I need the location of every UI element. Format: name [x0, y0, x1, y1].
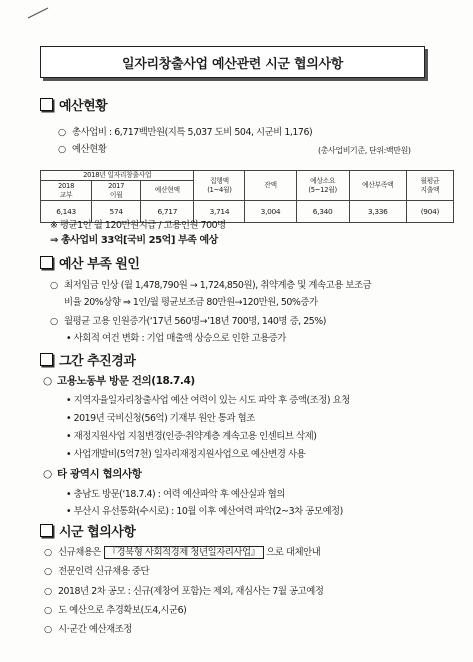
- consultation-text: 2018년 2차 공모 : 신규(제창여 포함)는 제외, 재심사는 7월 공고예정: [58, 586, 324, 597]
- header-monthly-sub: 지출액: [420, 185, 440, 194]
- checkbox-square-icon: [40, 524, 53, 537]
- budget-total-line: [58, 124, 312, 138]
- header-balance-cell: 잔액: [245, 171, 296, 201]
- header-expected-sub: (5~12월): [308, 185, 337, 194]
- progress-item: • 지역자율일자리창출사업 예산 여력이 있는 시도 파악 후 증액(조정) 요청: [66, 395, 350, 406]
- circle-bullet-icon: ○: [43, 375, 52, 387]
- circle-bullet-icon: ○: [50, 280, 58, 291]
- pen-scratch-mark: [26, 6, 50, 20]
- cause-item-3: • 사회적 여건 변화 : 기업 매출액 상승으로 인한 고용증가: [66, 333, 286, 344]
- checkbox-square-icon: [40, 256, 53, 269]
- header-shortfall-cell: 예산부족액: [349, 171, 406, 201]
- cause-text: 월평균 고용 인원증가(‘17년 560명→’18년 700명, 140명 증, 25%): [64, 316, 326, 327]
- progress-item: • 충남도 방문(‘18.7.4) : 여력 예산파악 후 예산실과 협의: [66, 489, 286, 500]
- consultation-text: 전문인력 신규채용 중단: [58, 566, 150, 577]
- consultation-item: [44, 621, 132, 635]
- progress-item: • 2019년 국비신청(56억) 기재부 원안 통과 협조: [66, 413, 255, 424]
- section-heading-progress: [40, 350, 135, 369]
- section-heading-text: 예산 부족 원인: [59, 257, 140, 272]
- header-budget-cell: 예산현액: [141, 181, 194, 201]
- document-title-text: 일자리창출사업 예산관련 시군 협의사항: [121, 56, 344, 72]
- unit-note: (총사업비기준, 단위:백만원): [318, 146, 411, 155]
- circle-bullet-icon: ○: [44, 566, 52, 577]
- section-heading-consultation: [40, 521, 135, 540]
- header-2018-cell: [41, 181, 92, 201]
- group-header-cell: 2018년 일자리창출사업: [41, 171, 194, 181]
- header-2018: 2018: [58, 181, 75, 190]
- progress-item: • 사업개발비(5억7천) 일자리재정지원사업으로 예산변경 사용: [66, 449, 306, 460]
- consultation-text: 시·군간 예산재조정: [58, 624, 132, 635]
- circle-bullet-icon: ○: [58, 127, 66, 138]
- consultation-text-post: 으로 대체안내: [263, 547, 321, 558]
- header-exec-cell: [194, 171, 245, 201]
- header-2017-cell: [92, 181, 141, 201]
- sub-heading-text: 타 광역시 협의사항: [57, 468, 142, 480]
- header-2017: 2017: [108, 181, 125, 190]
- budget-total-text: 총사업비 : 6,717백만원(지특 5,037 도비 504, 시군비 1,176): [72, 127, 313, 138]
- value-balance: 3,004: [245, 201, 296, 223]
- budget-status-text: 예산현황: [72, 144, 107, 155]
- consultation-item: [44, 563, 149, 577]
- section-heading-cause: [40, 253, 139, 272]
- progress-sub-heading-1: [43, 373, 195, 388]
- budget-status-line: [58, 141, 106, 155]
- value-budget: 6,717: [141, 201, 194, 223]
- section-heading-budget: [40, 95, 107, 114]
- cause-item-2: [50, 313, 326, 327]
- circle-bullet-icon: ○: [43, 468, 52, 480]
- value-2018: 6,143: [41, 201, 92, 223]
- header-expected-cell: [296, 171, 349, 201]
- header-monthly-cell: [406, 171, 453, 201]
- header-monthly: 월평균: [420, 176, 440, 185]
- progress-item: • 재정지원사업 지침변경(인증·취약계층 계속고용 인센티브 삭제): [66, 431, 317, 442]
- section-heading-text: 시군 협의사항: [59, 525, 136, 540]
- shortfall-estimate: ⇒ 총사업비 33억[국비 25억] 부족 예상: [50, 235, 218, 246]
- circle-bullet-icon: ○: [44, 586, 52, 597]
- program-name-box: 『경북형 사회적경제 청년일자리사업』: [104, 546, 264, 559]
- table-header-row: [41, 171, 454, 181]
- consultation-item-1: [44, 544, 320, 558]
- value-2017: 574: [92, 201, 141, 223]
- consultation-text: 도 예산으로 추경확보(도4,시군6): [58, 605, 187, 616]
- consultation-text-pre: 신규채용은: [58, 547, 104, 558]
- header-exec-sub: (1~4월): [207, 185, 232, 194]
- consultation-item: [44, 602, 186, 616]
- progress-sub-heading-2: [43, 466, 141, 481]
- header-2017-sub: 이월: [109, 190, 123, 199]
- header-exec: 집행액: [209, 176, 229, 185]
- average-note: ※ 평균1인 월 120만원지급 / 고용인원 700명: [50, 220, 226, 231]
- value-shortfall: 3,336: [349, 201, 406, 223]
- sub-heading-text: 고용노동부 방문 건의(18.7.4): [57, 375, 195, 387]
- circle-bullet-icon: ○: [50, 316, 58, 327]
- progress-item: • 부산시 유선통화(수시로) : 10월 이후 예산여력 파악(2~3차 공모예정): [66, 506, 343, 517]
- section-heading-text: 그간 추진경과: [59, 354, 136, 369]
- checkbox-square-icon: [40, 353, 53, 366]
- circle-bullet-icon: ○: [44, 624, 52, 635]
- circle-bullet-icon: ○: [44, 605, 52, 616]
- circle-bullet-icon: ○: [44, 547, 52, 558]
- cause-item-1-cont: 비율 20%상향 ⇒ 1인/월 평균보조금 80만원→120만원, 50%증가: [64, 297, 318, 308]
- checkbox-square-icon: [40, 98, 53, 111]
- consultation-item: [44, 583, 323, 597]
- header-expected: 예상소요: [310, 176, 336, 185]
- section-heading-text: 예산현황: [59, 99, 108, 114]
- value-expected: 6,340: [296, 201, 349, 223]
- document-title: [40, 46, 425, 78]
- value-exec: 3,714: [194, 201, 245, 223]
- cause-text: 최저임금 인상 (월 1,478,790원 → 1,724,850원), 취약계층 및 계속고용 보조금: [64, 280, 372, 291]
- circle-bullet-icon: ○: [58, 144, 66, 155]
- cause-item-1: [50, 277, 371, 291]
- budget-table: [40, 170, 454, 223]
- header-2018-sub: 교부: [59, 190, 73, 199]
- value-monthly: (904): [406, 201, 453, 223]
